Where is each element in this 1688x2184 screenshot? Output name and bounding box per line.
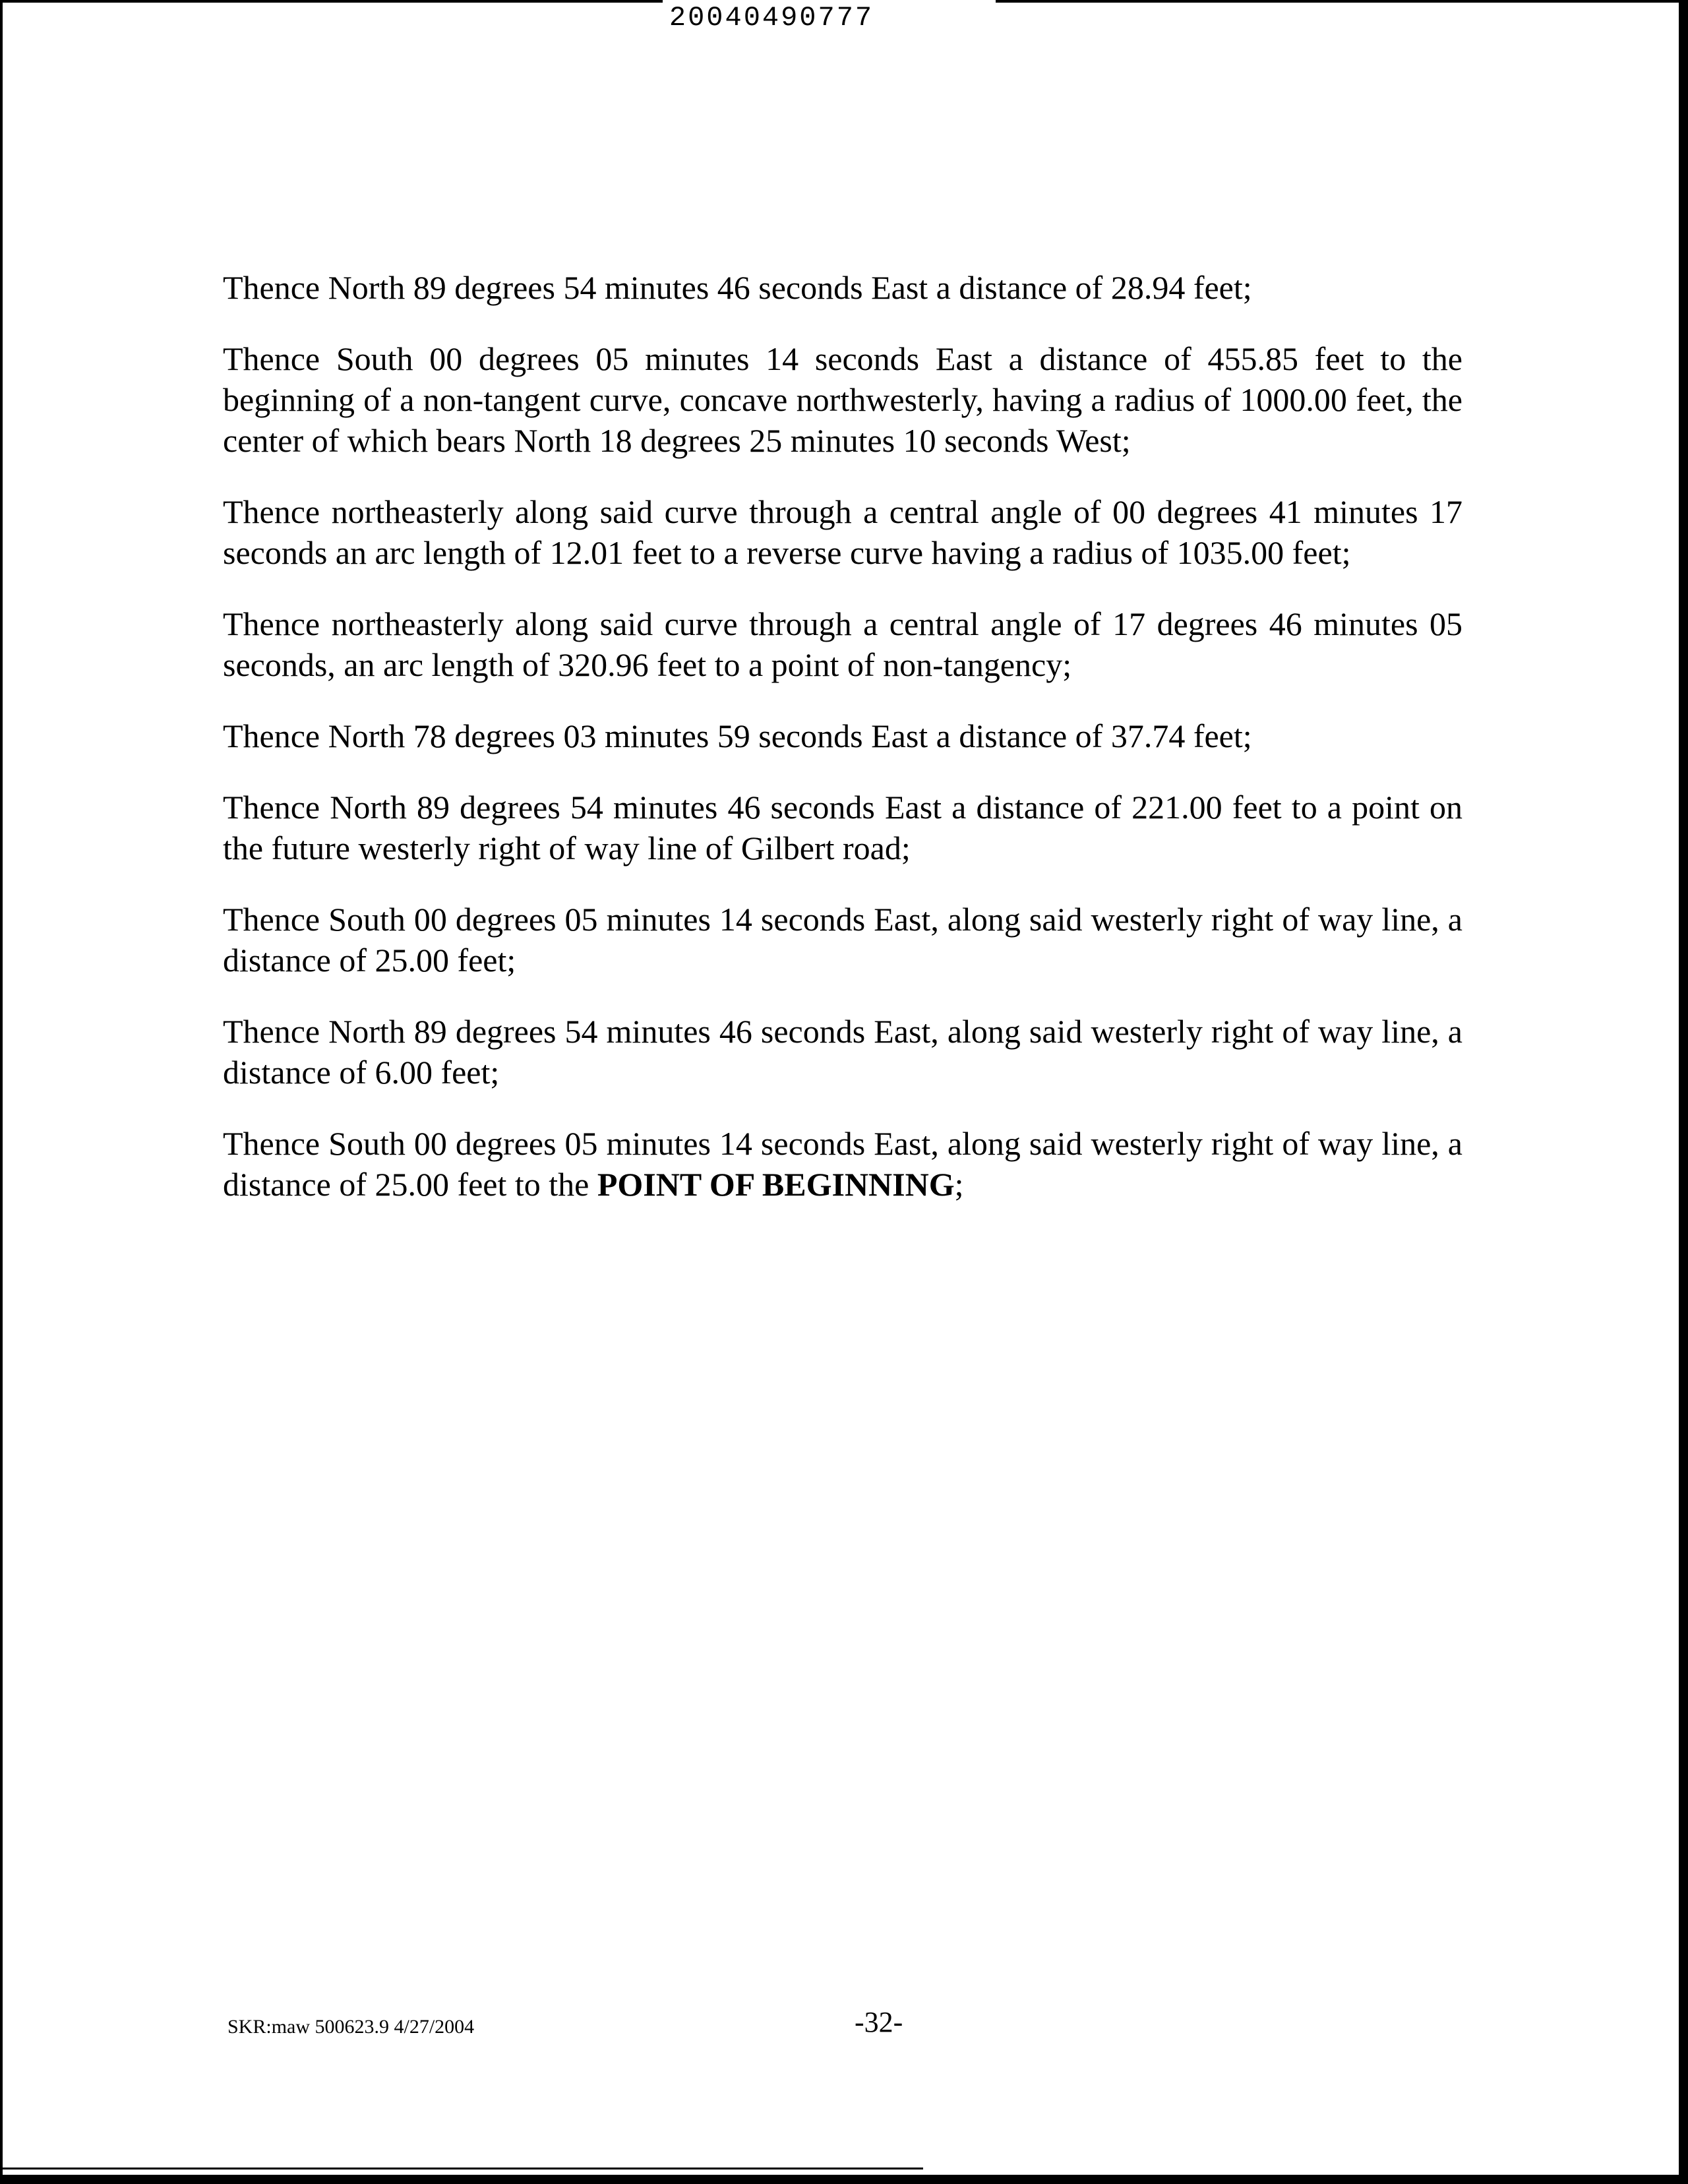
paragraph-8: Thence North 89 degrees 54 minutes 46 seconds East, along said westerly right of way line, a distance of 6.00 feet; <box>223 1013 1462 1091</box>
scan-border-left <box>0 0 3 2184</box>
paragraph-7: Thence South 00 degrees 05 minutes 14 seconds East, along said westerly right of way line, a distance of 25.00 feet; <box>223 901 1462 979</box>
footer-reference: SKR:maw 500623.9 4/27/2004 <box>227 2016 475 2038</box>
paragraph-1: Thence North 89 degrees 54 minutes 46 seconds East a distance of 28.94 feet; <box>223 269 1252 306</box>
paragraph-4: Thence northeasterly along said curve through a central angle of 17 degrees 46 minutes 05 seconds, an arc length of 320.96 feet to a point of non-tangency; <box>223 605 1462 683</box>
document-number: 20040490777 <box>669 2 874 34</box>
paragraph-9-text: Thence South 00 degrees 05 minutes 14 seconds East, along said westerly right of way line, a distance of 25.00 feet to the <box>223 1125 1462 1203</box>
scan-border-bottom-inner <box>0 2168 923 2169</box>
legal-description-body <box>223 267 1462 1235</box>
scan-border-bottom <box>0 2175 1688 2184</box>
point-of-beginning: POINT OF BEGINNING <box>597 1166 955 1203</box>
paragraph-3: Thence northeasterly along said curve through a central angle of 00 degrees 41 minutes 17 seconds an arc length of 12.01 feet to a reverse curve having a radius of 1035.00 feet; <box>223 493 1462 571</box>
paragraph-9 <box>223 1123 1462 1205</box>
paragraph-9-end: ; <box>954 1166 964 1203</box>
scan-border-right <box>1679 0 1688 2184</box>
paragraph-2: Thence South 00 degrees 05 minutes 14 seconds East a distance of 455.85 feet to the beginning of a non-tangent curve, concave northwesterly, having a radius of 1000.00 feet, the center of which bears North 18 degrees 25 minutes 10 seconds West; <box>223 340 1462 459</box>
paragraph-6: Thence North 89 degrees 54 minutes 46 seconds East a distance of 221.00 feet to a point on the future westerly right of way line of Gilbert road; <box>223 789 1462 866</box>
paragraph-5: Thence North 78 degrees 03 minutes 59 seconds East a distance of 37.74 feet; <box>223 717 1252 754</box>
page-number: -32- <box>855 2006 903 2038</box>
